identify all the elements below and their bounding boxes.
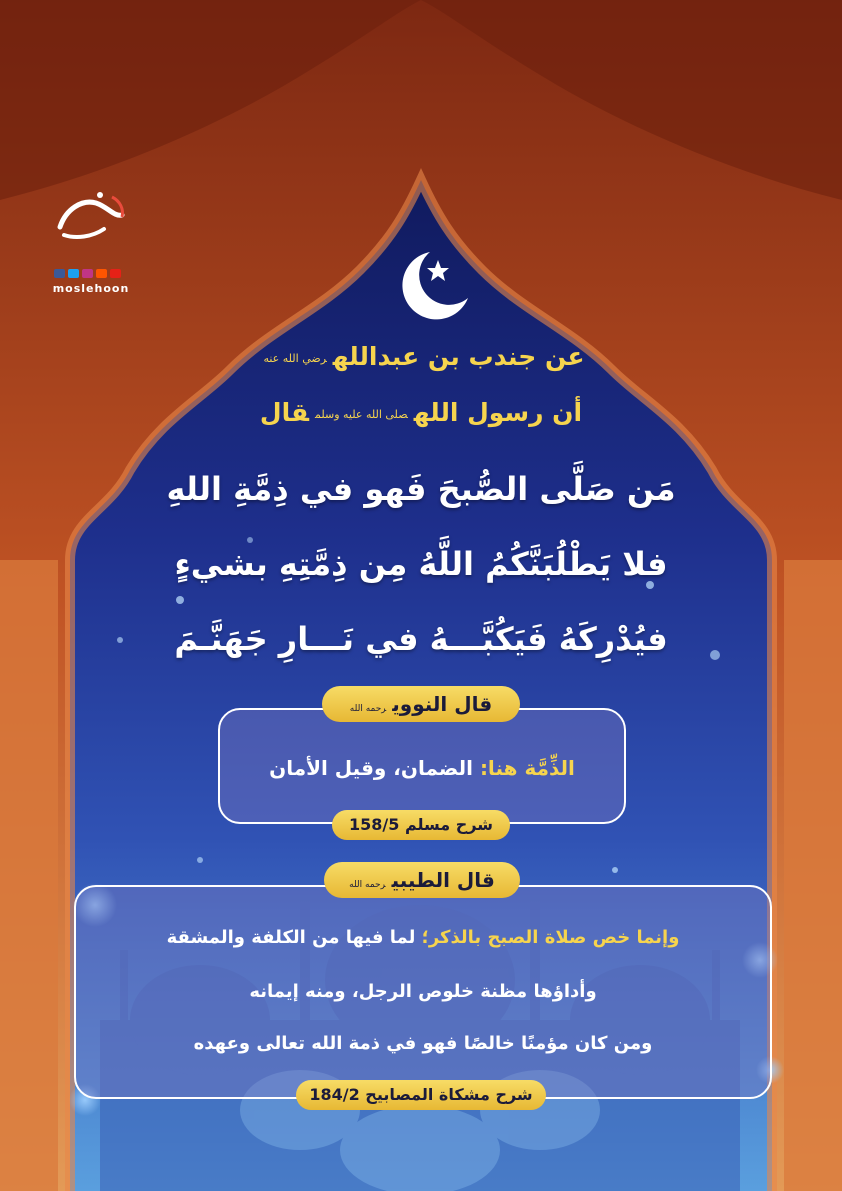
hadith-line-3: فيُدْرِكَهُ فَيَكُبَّـــهُ في نَـــارِ جَهَنَّـمَ <box>174 620 668 658</box>
honorific-radiallah: رضي الله عنه <box>263 351 327 365</box>
nawawi-text <box>220 756 624 780</box>
tibi-line-1 <box>76 927 770 948</box>
hadith-line-1: مَن صَلَّى الصُّبحَ فَهو في ذِمَّةِ اللهِ <box>166 470 676 508</box>
narrator-line-1 <box>0 342 842 371</box>
nawawi-panel <box>218 708 626 824</box>
honorific-rahimahullah-2: رحمه الله <box>349 880 386 890</box>
logo-mark-icon <box>52 187 130 247</box>
twitter-icon[interactable] <box>68 269 79 278</box>
tibi-line-2: وأداؤها مظنة خلوص الرجل، ومنه إيمانه <box>249 981 597 1002</box>
narrator-name: عن جندب بن عبدالله <box>332 342 585 371</box>
tibi-line-1-rest: لما فيها من الكلفة والمشقة <box>166 927 416 948</box>
narrator-line-2 <box>0 398 842 427</box>
instagram-icon[interactable] <box>82 269 93 278</box>
narrator-said: قال <box>259 398 309 427</box>
tibi-source: شرح مشكاة المصابيح 184/2 <box>296 1080 546 1110</box>
logo-name: moslehoon <box>52 282 130 295</box>
crescent-star-icon <box>390 246 480 322</box>
nawawi-title: قال النوويرحمه الله <box>322 686 520 722</box>
hadith-line-2: فلا يَطْلُبَنَّكُمُ اللَّهُ مِن ذِمَّتِهِ بشيءٍ <box>174 545 668 583</box>
facebook-icon[interactable] <box>54 269 65 278</box>
tibi-panel <box>74 885 772 1099</box>
soundcloud-icon[interactable] <box>96 269 107 278</box>
social-icons <box>54 269 121 278</box>
moslehoon-logo[interactable] <box>48 185 134 295</box>
nawawi-body: الضمان، وقيل الأمان <box>269 756 473 780</box>
youtube-icon[interactable] <box>110 269 121 278</box>
tibi-line-3: ومن كان مؤمنًا خالصًا فهو في ذمة الله تعالى وعهده <box>193 1033 653 1054</box>
narrator-prophet: أن رسول الله <box>413 398 583 427</box>
nawawi-highlight: الذِّمَّة هنا: <box>479 756 575 780</box>
nawawi-source: شرح مسلم 158/5 <box>332 810 510 840</box>
honorific-rahimahullah: رحمه الله <box>349 704 387 714</box>
tibi-highlight: وإنما خص صلاة الصبح بالذكر؛ <box>421 927 680 948</box>
tibi-title: قال الطيبيرحمه الله <box>324 862 520 898</box>
honorific-salallah: صلى الله عليه وسلم <box>315 407 408 421</box>
